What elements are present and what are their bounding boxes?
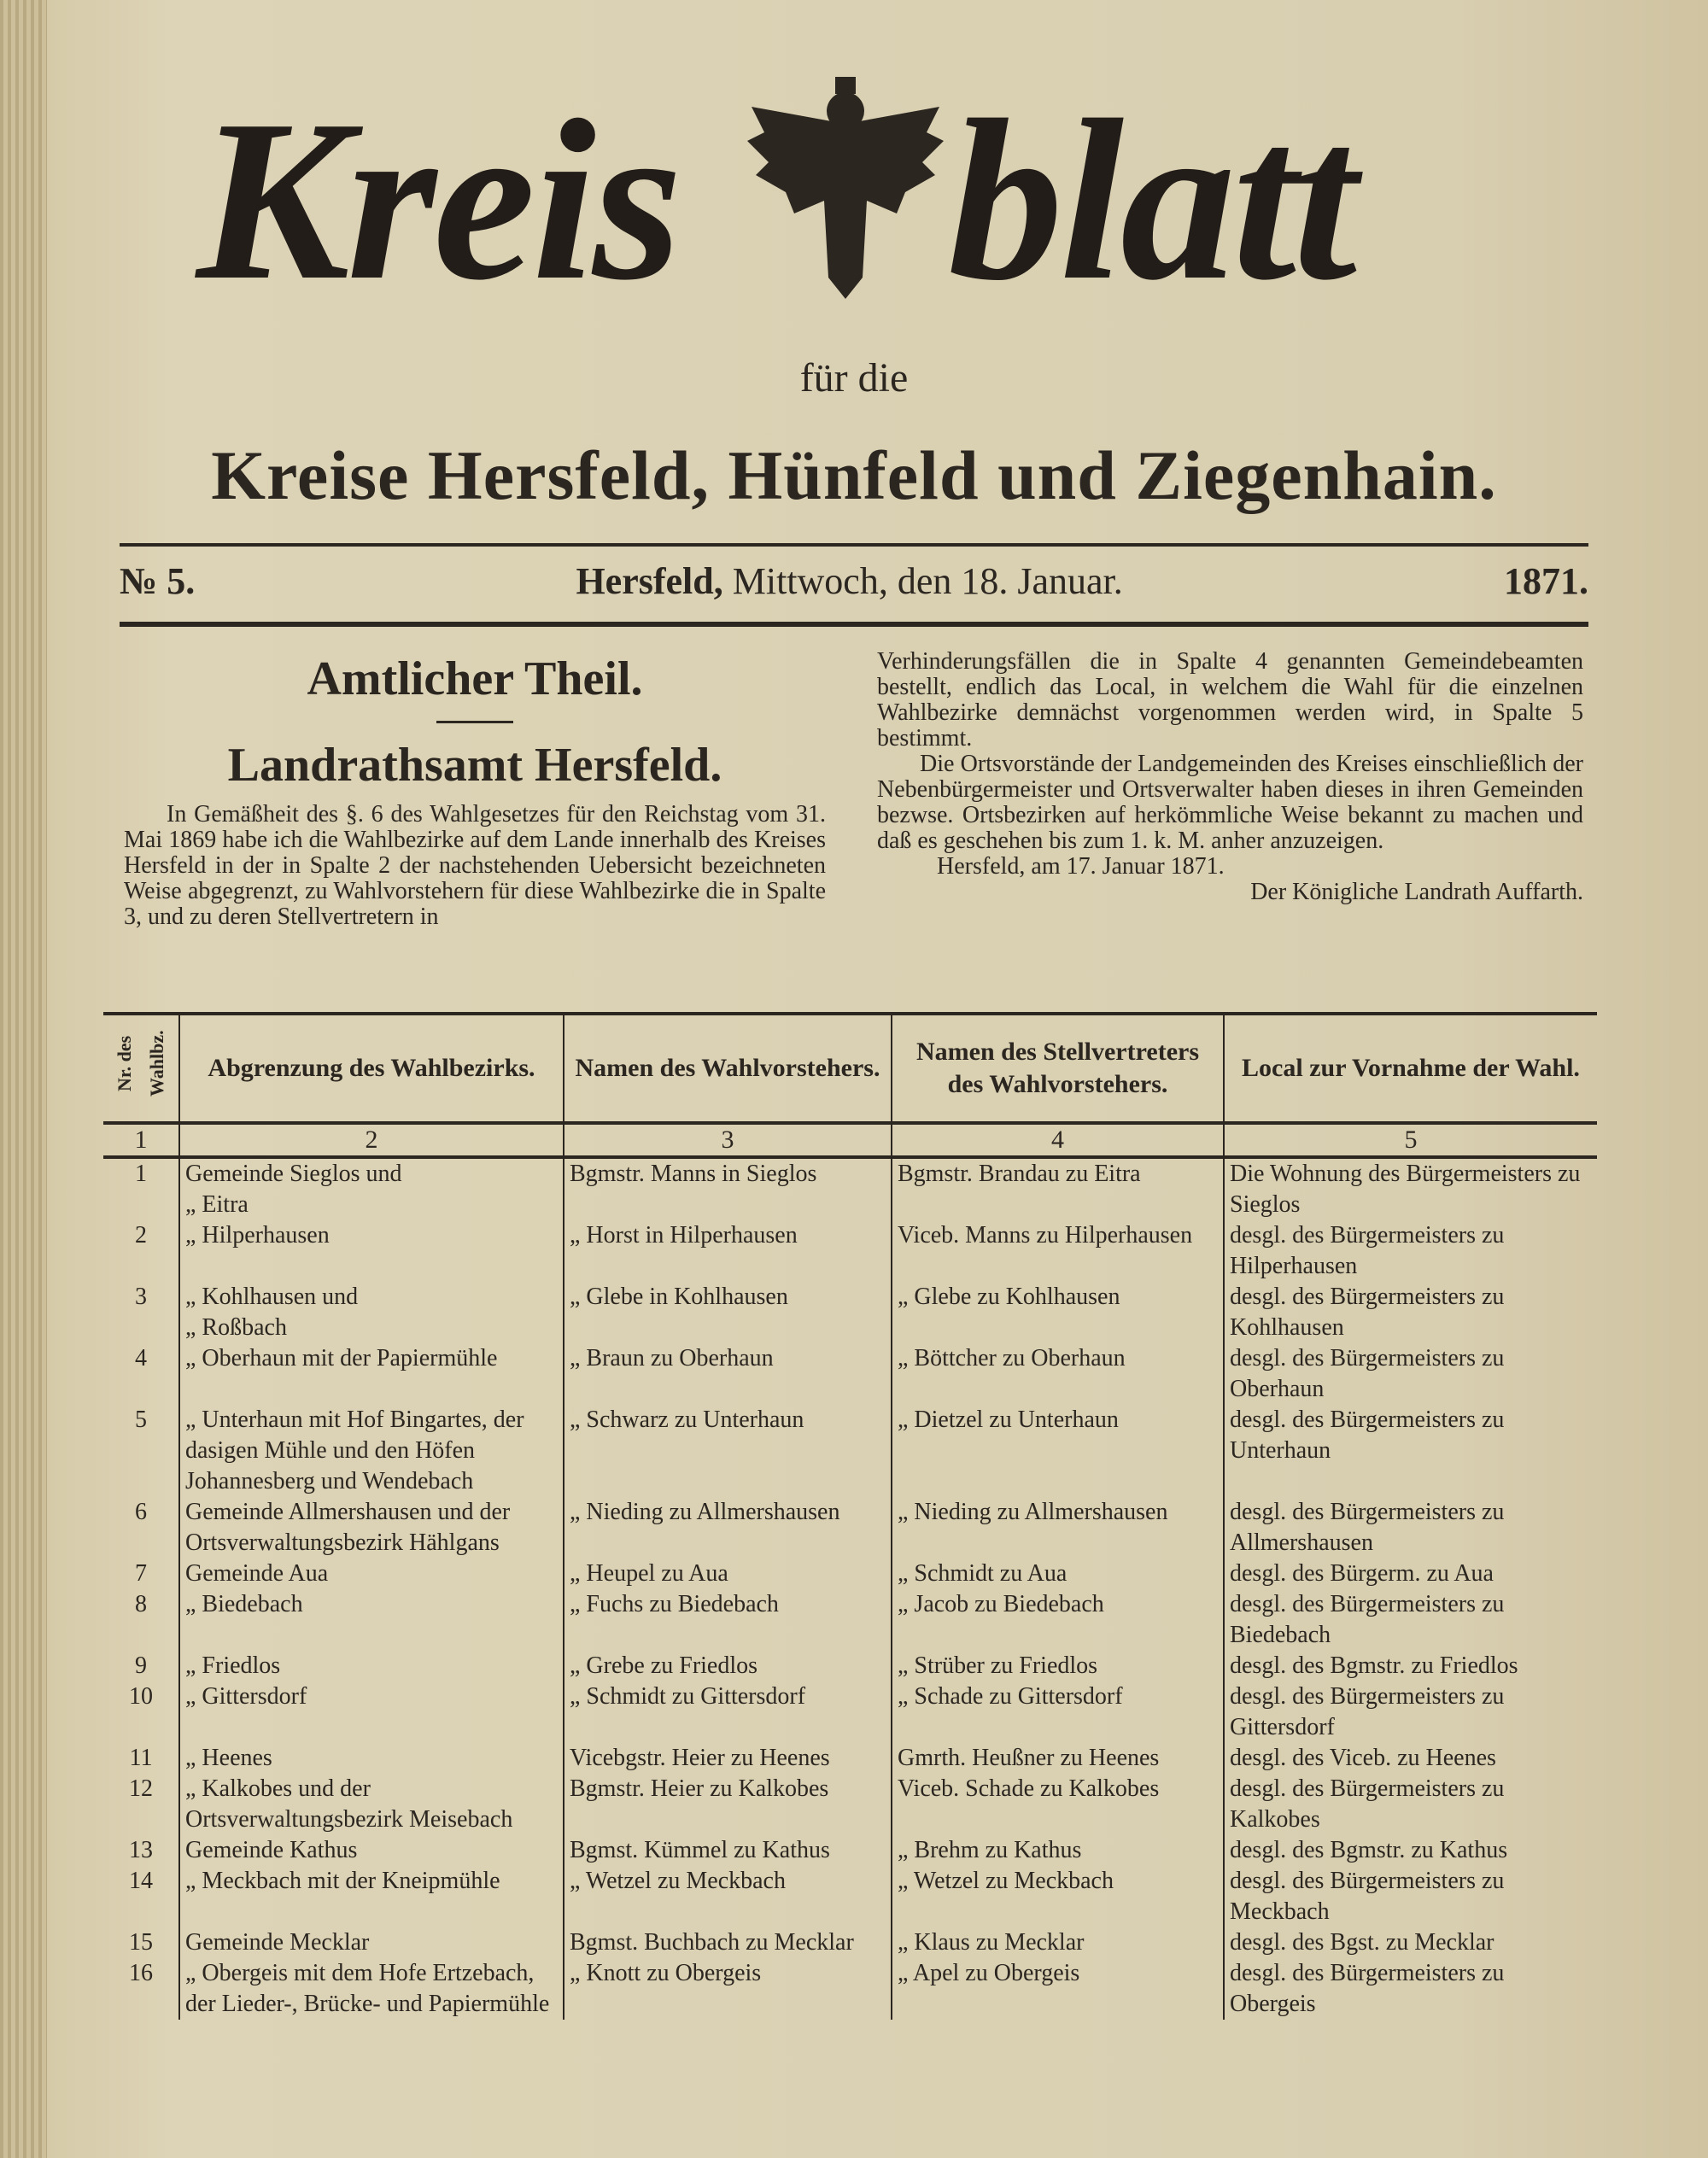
chairman-name: „ Schwarz zu Unterhaun <box>564 1405 892 1497</box>
issue-date: Hersfeld, Mittwoch, den 18. Januar. <box>576 560 1123 602</box>
polling-location: desgl. des Bürgermeisters zu Biedebach <box>1224 1589 1597 1651</box>
rule <box>120 543 1588 547</box>
subtitle-small: für die <box>799 355 909 401</box>
deputy-name: „ Apel zu Obergeis <box>892 1958 1224 2020</box>
district-boundary: Gemeinde Mecklar <box>179 1927 564 1958</box>
notice-paragraph: In Gemäßheit des §. 6 des Wahlgesetzes für den Reichstag vom 31. Mai 1869 habe ich die Wahlbezirke auf dem Lande innerhalb des Kreises Hersfeld in der in Spalte 2 der nachstehenden Uebersicht bezeichneten Weise abgegrenzt, zu Wahlvorstehern für diese Wahlbezirke die in Spalte 3, und zu deren Stellvertretern in <box>124 801 826 930</box>
eagle-emblem-icon <box>743 73 948 303</box>
district-boundary: „ Hilperhausen <box>179 1220 564 1282</box>
chairman-name: „ Nieding zu Allmershausen <box>564 1497 892 1559</box>
polling-location: desgl. des Bürgermeisters zu Hilperhausen <box>1224 1220 1597 1282</box>
dateline <box>120 559 1588 603</box>
district-number: 2 <box>135 1222 147 1249</box>
district-boundary: „ Unterhaun mit Hof Bingartes, der dasigen Mühle und den Höfen Johannesberg und Wendebach <box>179 1405 564 1497</box>
polling-location: Die Wohnung des Bürgermeisters zu Sieglos <box>1224 1157 1597 1220</box>
subtitle: Kreise Hersfeld, Hünfeld und Ziegenhain. <box>211 436 1497 514</box>
masthead <box>196 68 1358 328</box>
polling-location: desgl. des Bgmstr. zu Kathus <box>1224 1835 1597 1866</box>
polling-location: desgl. des Bürgerm. zu Aua <box>1224 1559 1597 1589</box>
section-heading: Amtlicher Theil. <box>307 652 643 705</box>
district-boundary: Gemeinde Aua <box>179 1559 564 1589</box>
table-row <box>103 1405 1597 1497</box>
district-number: 1 <box>135 1161 147 1187</box>
polling-location: desgl. des Bürgermeisters zu Kalkobes <box>1224 1774 1597 1835</box>
district-number: 16 <box>129 1960 153 1986</box>
polling-location: desgl. des Bürgermeisters zu Unterhaun <box>1224 1405 1597 1497</box>
deputy-name: Gmrth. Heußner zu Heenes <box>892 1743 1224 1774</box>
chairman-name: Bgmst. Kümmel zu Kathus <box>564 1835 892 1866</box>
chairman-name: „ Horst in Hilperhausen <box>564 1220 892 1282</box>
polling-location: desgl. des Bgst. zu Mecklar <box>1224 1927 1597 1958</box>
deputy-name: „ Strüber zu Friedlos <box>892 1651 1224 1681</box>
district-number: 4 <box>135 1345 147 1371</box>
chairman-name: „ Knott zu Obergeis <box>564 1958 892 2020</box>
deputy-name: „ Nieding zu Allmershausen <box>892 1497 1224 1559</box>
deputy-name: „ Dietzel zu Unterhaun <box>892 1405 1224 1497</box>
table-row <box>103 1559 1597 1589</box>
district-boundary: „ Oberhaun mit der Papiermühle <box>179 1343 564 1405</box>
deputy-name: „ Brehm zu Kathus <box>892 1835 1224 1866</box>
district-boundary: „ Kohlhausen und „ Roßbach <box>179 1282 564 1343</box>
polling-location: desgl. des Bürgermeisters zu Obergeis <box>1224 1958 1597 2020</box>
district-number: 11 <box>129 1745 153 1771</box>
right-column <box>877 649 1583 905</box>
district-boundary: „ Meckbach mit der Kneipmühle <box>179 1866 564 1927</box>
polling-location: desgl. des Bürgermeisters zu Gittersdorf <box>1224 1681 1597 1743</box>
polling-location: desgl. des Bürgermeisters zu Kohlhausen <box>1224 1282 1597 1343</box>
header-district: Abgrenzung des Wahlbezirks. <box>179 1014 564 1123</box>
office-heading: Landrathsamt Hersfeld. <box>227 739 722 792</box>
chairman-name: „ Wetzel zu Meckbach <box>564 1866 892 1927</box>
masthead-word-kreis: Kreis <box>196 73 680 328</box>
chairman-name: Bgmstr. Manns in Sieglos <box>564 1157 892 1220</box>
chairman-name: Bgmstr. Heier zu Kalkobes <box>564 1774 892 1835</box>
table-row <box>103 1681 1597 1743</box>
district-number: 5 <box>135 1407 147 1433</box>
district-number: 6 <box>135 1499 147 1525</box>
deputy-name: Viceb. Manns zu Hilperhausen <box>892 1220 1224 1282</box>
district-boundary: „ Gittersdorf <box>179 1681 564 1743</box>
polling-location: desgl. des Bürgermeisters zu Meckbach <box>1224 1866 1597 1927</box>
deputy-name: Bgmstr. Brandau zu Eitra <box>892 1157 1224 1220</box>
election-districts-table <box>103 1012 1597 2020</box>
chairman-name: Vicebgstr. Heier zu Heenes <box>564 1743 892 1774</box>
divider <box>436 721 513 723</box>
chairman-name: Bgmst. Buchbach zu Mecklar <box>564 1927 892 1958</box>
district-number: 13 <box>129 1837 153 1863</box>
table-row <box>103 1774 1597 1835</box>
double-rule <box>120 622 1588 627</box>
district-boundary: Gemeinde Allmershausen und der Ortsverwaltungsbezirk Hählgans <box>179 1497 564 1559</box>
issue-number: № 5. <box>120 560 196 602</box>
district-boundary: „ Kalkobes und der Ortsverwaltungsbezirk Meisebach <box>179 1774 564 1835</box>
left-column <box>124 649 826 930</box>
polling-location: desgl. des Bürgermeisters zu Allmershausen <box>1224 1497 1597 1559</box>
deputy-name: „ Schmidt zu Aua <box>892 1559 1224 1589</box>
chairman-name: „ Grebe zu Friedlos <box>564 1651 892 1681</box>
district-boundary: Gemeinde Kathus <box>179 1835 564 1866</box>
district-boundary: Gemeinde Sieglos und „ Eitra <box>179 1157 564 1220</box>
bound-page-edge <box>0 0 47 2158</box>
header-number: Nr. des Wahlbz. <box>103 1014 179 1123</box>
polling-location: desgl. des Viceb. zu Heenes <box>1224 1743 1597 1774</box>
deputy-name: „ Klaus zu Mecklar <box>892 1927 1224 1958</box>
table-row <box>103 1927 1597 1958</box>
district-number: 12 <box>129 1775 153 1802</box>
table-row <box>103 1220 1597 1282</box>
notice-paragraph-continued: Verhinderungsfällen die in Spalte 4 genannten Gemeindebeamten bestellt, endlich das Local, in welchem die Wahl für die einzelnen Wahlbezirke demnächst vorgenommen werden wird, in Spalte 5 bestimmt. <box>877 648 1583 751</box>
deputy-name: „ Böttcher zu Oberhaun <box>892 1343 1224 1405</box>
table-row <box>103 1866 1597 1927</box>
chairman-name: „ Heupel zu Aua <box>564 1559 892 1589</box>
chairman-name: „ Schmidt zu Gittersdorf <box>564 1681 892 1743</box>
place-date: Hersfeld, am 17. Januar 1871. <box>937 853 1225 880</box>
district-boundary: „ Heenes <box>179 1743 564 1774</box>
header-deputy: Namen des Stellvertreters des Wahlvorstehers. <box>892 1014 1224 1123</box>
district-boundary: „ Obergeis mit dem Hofe Ertzebach, der Lieder-, Brücke- und Papiermühle <box>179 1958 564 2020</box>
chairman-name: „ Glebe in Kohlhausen <box>564 1282 892 1343</box>
deputy-name: „ Jacob zu Biedebach <box>892 1589 1224 1651</box>
district-number: 10 <box>129 1683 153 1710</box>
polling-location: desgl. des Bürgermeisters zu Oberhaun <box>1224 1343 1597 1405</box>
deputy-name: „ Schade zu Gittersdorf <box>892 1681 1224 1743</box>
table-row <box>103 1282 1597 1343</box>
district-number: 14 <box>129 1868 153 1894</box>
table-row <box>103 1157 1597 1220</box>
district-number: 9 <box>135 1652 147 1679</box>
deputy-name: „ Wetzel zu Meckbach <box>892 1866 1224 1927</box>
issue-year: 1871. <box>1504 560 1588 602</box>
column-numbers-row: 1 2 3 4 5 <box>103 1123 1597 1157</box>
district-boundary: „ Friedlos <box>179 1651 564 1681</box>
header-chairman: Namen des Wahlvorstehers. <box>564 1014 892 1123</box>
chairman-name: „ Braun zu Oberhaun <box>564 1343 892 1405</box>
signature: Der Königliche Landrath Auffarth. <box>1250 879 1583 905</box>
table-row <box>103 1651 1597 1681</box>
district-number: 3 <box>135 1284 147 1310</box>
deputy-name: Viceb. Schade zu Kalkobes <box>892 1774 1224 1835</box>
table-row <box>103 1958 1597 2020</box>
table-row <box>103 1343 1597 1405</box>
deputy-name: „ Glebe zu Kohlhausen <box>892 1282 1224 1343</box>
district-number: 8 <box>135 1591 147 1617</box>
district-boundary: „ Biedebach <box>179 1589 564 1651</box>
table-row <box>103 1497 1597 1559</box>
table-row <box>103 1589 1597 1651</box>
district-number: 7 <box>135 1560 147 1587</box>
chairman-name: „ Fuchs zu Biedebach <box>564 1589 892 1651</box>
table-row <box>103 1835 1597 1866</box>
header-location: Local zur Vornahme der Wahl. <box>1224 1014 1597 1123</box>
table-row <box>103 1743 1597 1774</box>
polling-location: desgl. des Bgmstr. zu Friedlos <box>1224 1651 1597 1681</box>
masthead-word-blatt: blatt <box>948 73 1354 328</box>
notice-paragraph-2: Die Ortsvorstände der Landgemeinden des Kreises einschließlich der Nebenbürgermeister und Ortsverwalter haben dieses in ihren Gemeinden bezwse. Ortsbezirken auf herkömmliche Weise bekannt zu machen und daß es geschehen bis zum 1. k. M. anher anzuzeigen. <box>877 751 1583 854</box>
district-number: 15 <box>129 1929 153 1956</box>
